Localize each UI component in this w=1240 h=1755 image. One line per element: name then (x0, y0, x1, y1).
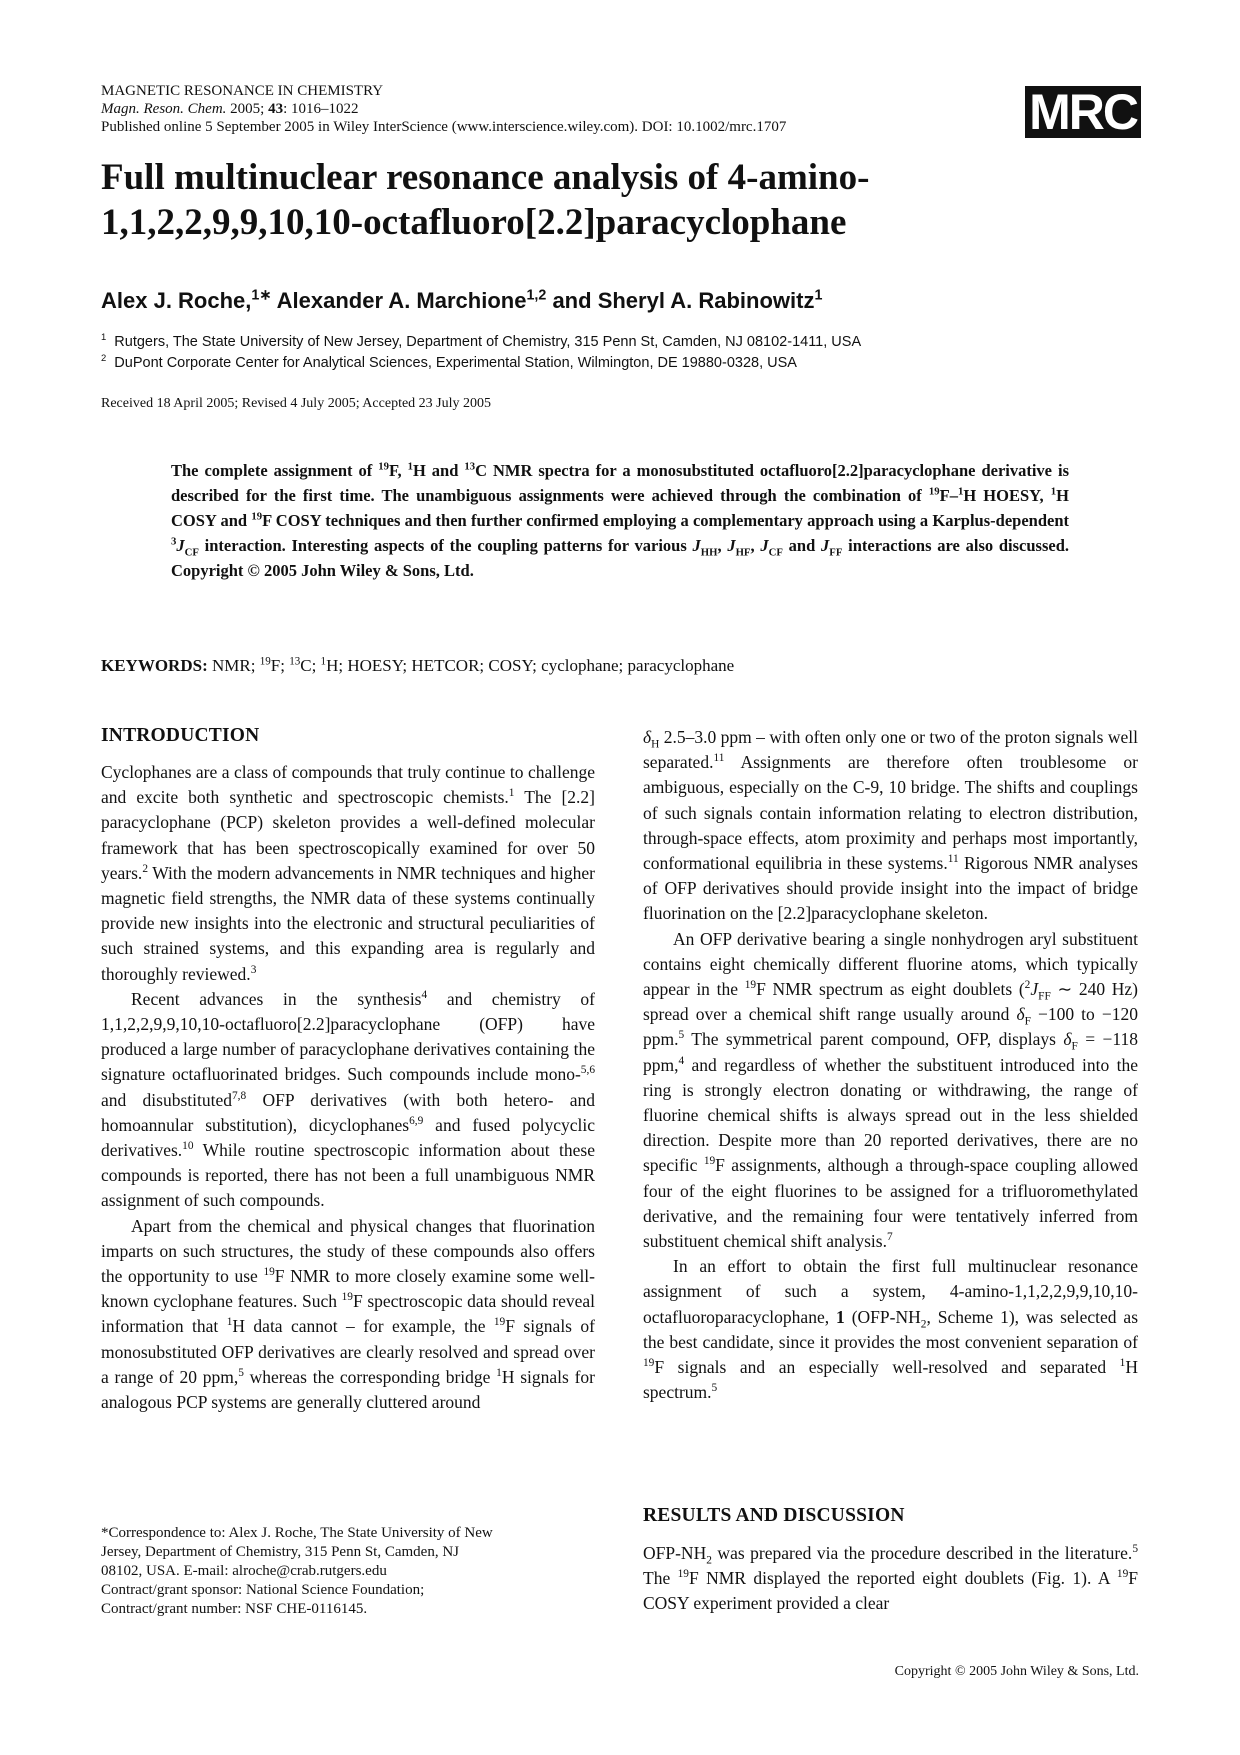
results-text: OFP-$NH_2$ was prepared via the procedure described in the literature.$^5$ The $^{19}$F NMR displayed the reported eight doublets (Fig. 1). A $^{19}$F COSY experiment provided a clear (643, 1543, 1138, 1614)
affiliation-1: $^1$ Rutgers, The State University of New Jersey, Department of Chemistry, 315 Penn St, Camden, NJ 08102-1411, USA (101, 331, 862, 350)
mrc-logo: MRC (1025, 86, 1141, 138)
journal-header (101, 82, 941, 136)
citation: Magn. Reson. Chem. 2005; 43: 1016–1022 (101, 101, 359, 117)
received-dates: Received 18 April 2005; Revised 4 July 2005; Accepted 23 July 2005 (101, 396, 492, 411)
affiliation-2: $^2$ DuPont Corporate Center for Analytical Sciences, Experimental Station, Wilmington, DE 19880-0328, USA (101, 352, 797, 371)
keywords: KEYWORDS: NMR; $^{19}$F; $^{13}$C; $^1$H; HOESY; HETCOR; COSY; cyclophane; paracyclophane (101, 655, 735, 675)
section-heading-introduction: INTRODUCTION (101, 725, 260, 746)
abstract: The complete assignment of $^{19}$F, $^1$H and $^{13}$C NMR spectra for a monosubstituted octafluoro[2.2]paracyclophane derivative is described for the first time. The unambiguous assignments were achieved through the combination of $^{19}$F–$^1$H HOESY, $^1$H COSY and $^{19}$F COSY techniques and then further confirmed employing a complementary approach using a Karplus-dependent $^3J_{CF}$ interaction. Interesting aspects of the coupling patterns for various $J_{HH}$, $J_{HF}$, $J_{CF}$ and $J_{FF}$ interactions are also discussed. Copyright © 2005 John Wiley & Sons, Ltd. (171, 460, 1070, 580)
correspondence-footnote: *Correspondence to: Alex J. Roche, The State University of New Jersey, Department of Chemistry, 315 Penn St, Camden, NJ 08102, USA. E-mail: alroche@crab.rutgers.edu Contract/grant sponsor: National Science Foundation; Contract/grant number: NSF CHE-0116145. (101, 1525, 493, 1617)
right-column-text: $\delta_H$ 2.5–3.0 ppm – with often only one or two of the proton signals well separated.$^{11}$ Assignments are therefore often troublesome or ambiguous, especially on the C-9, 10 bridge. The shifts and couplings of such signals contain information relating to electron distribution, through-space effects, atom proximity and perhaps most importantly, conformational equilibria in these systems.$^{11}$ Rigorous NMR analyses of OFP derivatives should provide insight into the impact of bridge fluorination on the [2.2]paracyclophane skeleton. An OFP derivative bearing a single nonhydrogen aryl substituent contains eight chemically different fluorine atoms, which typically appear in the $^{19}$F NMR spectrum as eight doublets ($^2J_{FF}$ ∼ 240 Hz) spread over a chemical shift range usually around $\delta_F -100$ to −120 ppm.$^5$ The symmetrical parent compound, OFP, displays $\delta_F = -118$ ppm,$^4$ and regardless of whether the substituent introduced into the ring is strongly electron donating or withdrawing, the range of fluorine chemical shifts is always spread out in the less shielded direction. Despite more than 20 reported derivatives, there are no specific $^{19}$F assignments, although a through-space coupling allowed four of the eight fluorines to be assigned for a trifluoromethylated derivative, and the remaining four were tentatively inferred from substituent chemical shift analysis.$^7$ In an effort to obtain the first full multinuclear resonance assignment of such a system, 4-amino-1,1,2,2,9,9,10,10-octafluoroparacyclophane, 1 ($OFP-NH_2$, Scheme 1), was selected as the best candidate, since it provides the most convenient separation of $^{19}$F signals and an especially well-resolved and separated $^1$H spectrum.$^5$ (643, 727, 1139, 1403)
article-title: Full multinuclear resonance analysis of 4-amino- 1,1,2,2,9,9,10,10-octafluoro[2.2]paracyclophane (101, 157, 870, 243)
journal-name: MAGNETIC RESONANCE IN CHEMISTRY (101, 83, 384, 99)
copyright-footer: Copyright © 2005 John Wiley & Sons, Ltd. (894, 1664, 1139, 1679)
publication-info: Published online 5 September 2005 in Wiley InterScience (www.interscience.wiley.com). DOI: 10.1002/mrc.1707 (101, 119, 787, 135)
author-list: Alex J. Roche,$^{1∗}$ Alexander A. Marchione$^{1,2}$ and Sheryl A. Rabinowitz$^1$ (101, 287, 823, 313)
section-heading-results: RESULTS AND DISCUSSION (643, 1505, 905, 1526)
left-column-text: Cyclophanes are a class of compounds that truly continue to challenge and excite both synthetic and spectroscopic chemists.$^1$ The [2.2] paracyclophane (PCP) skeleton provides a well-defined molecular framework that has been spectroscopically examined for over 50 years.$^2$ With the modern advancements in NMR techniques and higher magnetic field strengths, the NMR data of these systems continually provide new insights into the electronic and structural peculiarities of such strained systems, and this expanding area is regularly and thoroughly reviewed.$^3$ Recent advances in the synthesis$^4$ and chemistry of 1,1,2,2,9,9,10,10-octafluoro[2.2]paracyclophane (OFP) have produced a large number of paracyclophane derivatives containing the signature octafluorinated bridges. Such compounds include mono-$^{5,6}$ and disubstituted$^{7,8}$ OFP derivatives (with both hetero- and homoannular substitution), dicyclophanes$^{6,9}$ and fused polycyclic derivatives.$^{10}$ While routine spectroscopic information about these compounds is reported, there has not been a full unambiguous NMR assignment of such compounds. Apart from the chemical and physical changes that fluorination imparts on such structures, the study of these compounds also offers the opportunity to use $^{19}$F NMR to more closely examine some well-known cyclophane features. Such $^{19}$F spectroscopic data should reveal information that $^1$H data cannot – for example, the $^{19}$F signals of monosubstituted OFP derivatives are clearly resolved and spread over a range of 20 ppm,$^5$ whereas the corresponding bridge $^1$H signals for analogous PCP systems are generally cluttered around (101, 762, 596, 1413)
